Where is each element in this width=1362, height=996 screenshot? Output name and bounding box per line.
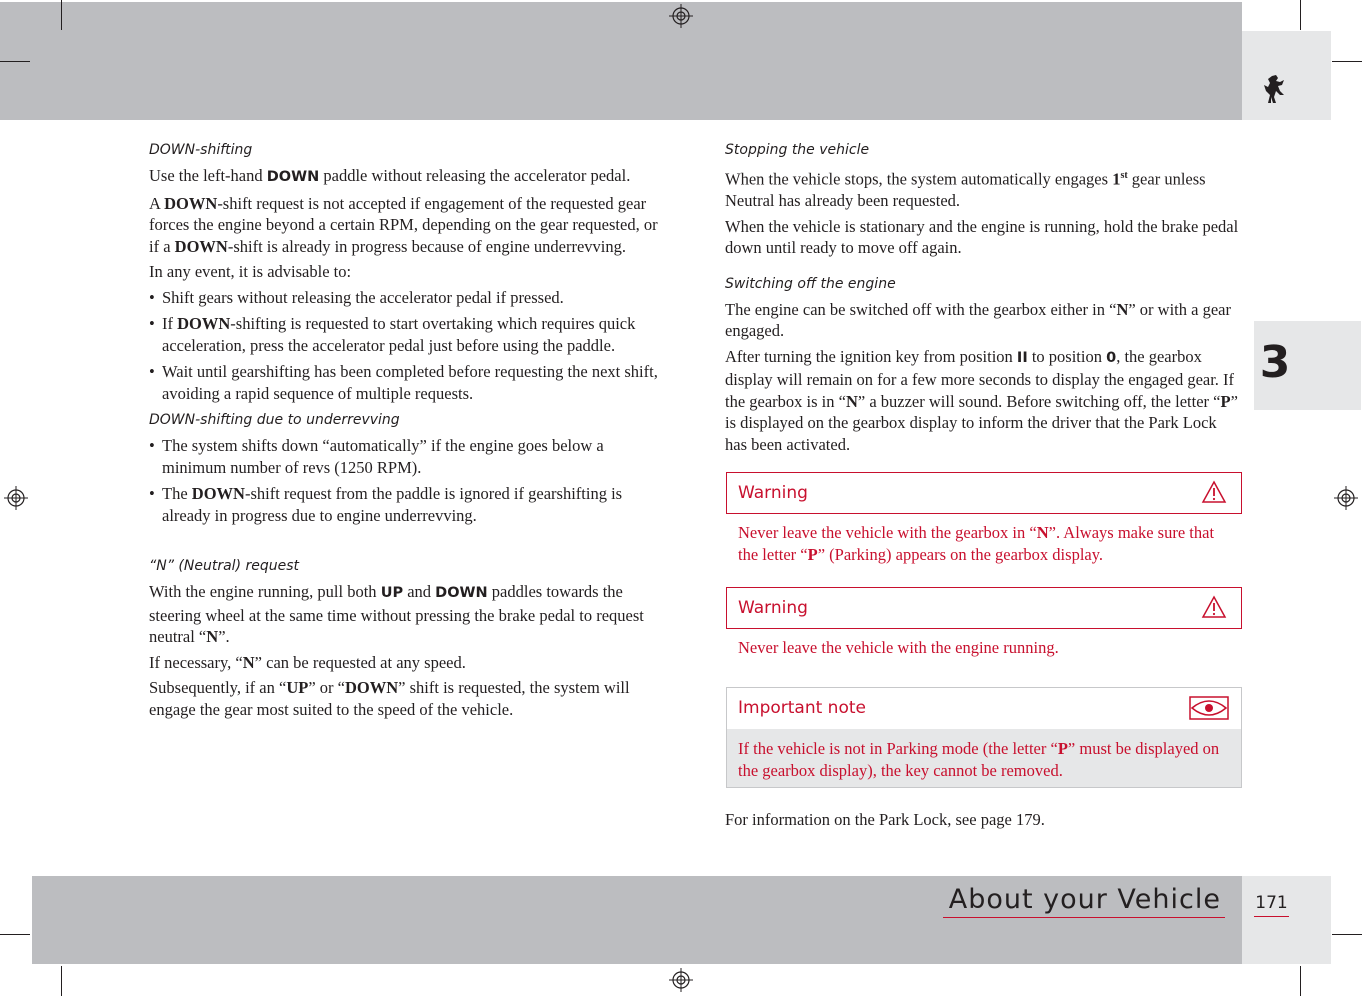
- paragraph: The engine can be switched off with the gearbox either in “N” or with a gear engaged.: [725, 299, 1231, 340]
- prancing-horse-icon: [1260, 73, 1288, 105]
- crop-mark: [0, 934, 30, 935]
- registration-mark-icon: [4, 486, 28, 510]
- advice-list: [149, 287, 665, 405]
- warning-box: [726, 587, 1242, 629]
- warning-triangle-icon: [1201, 480, 1227, 504]
- list-item: • The system shifts down “automatically” if the engine goes below a minimum number of revs (1250 RPM).: [149, 435, 665, 478]
- list-item: • If DOWN-shifting is requested to start overtaking which requires quick acceleration, press the accelerator pedal just before using the paddle.: [149, 313, 665, 356]
- footer-page-block: [1242, 876, 1331, 964]
- registration-mark-icon: [669, 968, 693, 992]
- note-header: [727, 688, 1241, 728]
- warning-triangle-icon: [1201, 595, 1227, 619]
- registration-mark-icon: [669, 4, 693, 28]
- paragraph: After turning the ignition key from position II to position 0, the gearbox display will remain on for a few more seconds to display the engaged gear. If the gearbox is in “N” a buzzer will sound. Before switching off, the letter “P” is displayed on the gearbox display to inform the driver that the Park Lock has been activated.: [725, 346, 1238, 454]
- paragraph: When the vehicle is stationary and the engine is running, hold the brake pedal down until ready to move off again.: [725, 216, 1239, 257]
- crop-mark: [61, 966, 62, 996]
- registration-mark-icon: [1334, 486, 1358, 510]
- paragraph: Subsequently, if an “UP” or “DOWN” shift is requested, the system will engage the gear most suited to the speed of the vehicle.: [149, 678, 630, 719]
- stopping-heading: Stopping the vehicle: [725, 142, 870, 158]
- header-band: [0, 2, 1242, 120]
- note-text: If the vehicle is not in Parking mode (the letter “P” must be displayed on the gearbox display), the key cannot be removed.: [738, 739, 1220, 780]
- warning-title: Warning: [738, 598, 808, 618]
- list-item: • Wait until gearshifting has been completed before requesting the next shift, avoiding a rapid sequence of multiple requests.: [149, 361, 665, 404]
- left-column: [149, 139, 665, 724]
- crop-mark: [61, 0, 62, 30]
- neutral-heading: “N” (Neutral) request: [149, 558, 300, 574]
- list-item: • Shift gears without releasing the accelerator pedal if pressed.: [149, 287, 665, 309]
- note-title: Important note: [738, 698, 866, 718]
- paragraph: When the vehicle stops, the system automatically engages 1st gear unless Neutral has already been requested.: [725, 169, 1206, 210]
- chapter-number: 3: [1259, 337, 1291, 388]
- paragraph: In any event, it is advisable to:: [149, 262, 352, 281]
- underrevving-heading: DOWN-shifting due to underrevving: [149, 412, 400, 428]
- warning-title: Warning: [738, 483, 808, 503]
- crop-mark: [1332, 61, 1362, 62]
- crop-mark: [1300, 966, 1301, 996]
- crop-mark: [0, 61, 30, 62]
- down-shifting-heading: DOWN-shifting: [149, 142, 253, 158]
- list-item: • The DOWN-shift request from the paddle is ignored if gearshifting is already in progress due to engine underrevving.: [149, 483, 665, 526]
- paragraph: With the engine running, pull both UP and DOWN paddles towards the steering wheel at the same time without pressing the brake pedal to request neutral “N”.: [149, 582, 644, 646]
- section-title: About your Vehicle: [943, 884, 1225, 918]
- paragraph: A DOWN-shift request is not accepted if engagement of the requested gear forces the engine beyond a certain RPM, depending on the gear requested, or if a DOWN-shift is already in progress because of engine underrevving.: [149, 193, 658, 256]
- warning-text: Never leave the vehicle with the engine running.: [738, 638, 1059, 657]
- switching-off-heading: Switching off the engine: [725, 275, 896, 292]
- underrevving-list: [149, 435, 665, 526]
- page-number: 171: [1254, 893, 1289, 917]
- header-logo-block: [1242, 31, 1331, 120]
- paragraph: Use the left-hand DOWN paddle without releasing the accelerator pedal.: [149, 166, 631, 185]
- crop-mark: [1300, 0, 1301, 30]
- warning-text: Never leave the vehicle with the gearbox in “N”. Always make sure that the letter “P” (Parking) appears on the gearbox display.: [738, 523, 1215, 564]
- warning-box: [726, 472, 1242, 514]
- paragraph: If necessary, “N” can be requested at any speed.: [149, 652, 466, 672]
- crop-mark: [1332, 934, 1362, 935]
- right-column: [725, 139, 1241, 459]
- park-lock-reference: For information on the Park Lock, see page 179.: [725, 810, 1045, 829]
- eye-icon: [1189, 696, 1229, 720]
